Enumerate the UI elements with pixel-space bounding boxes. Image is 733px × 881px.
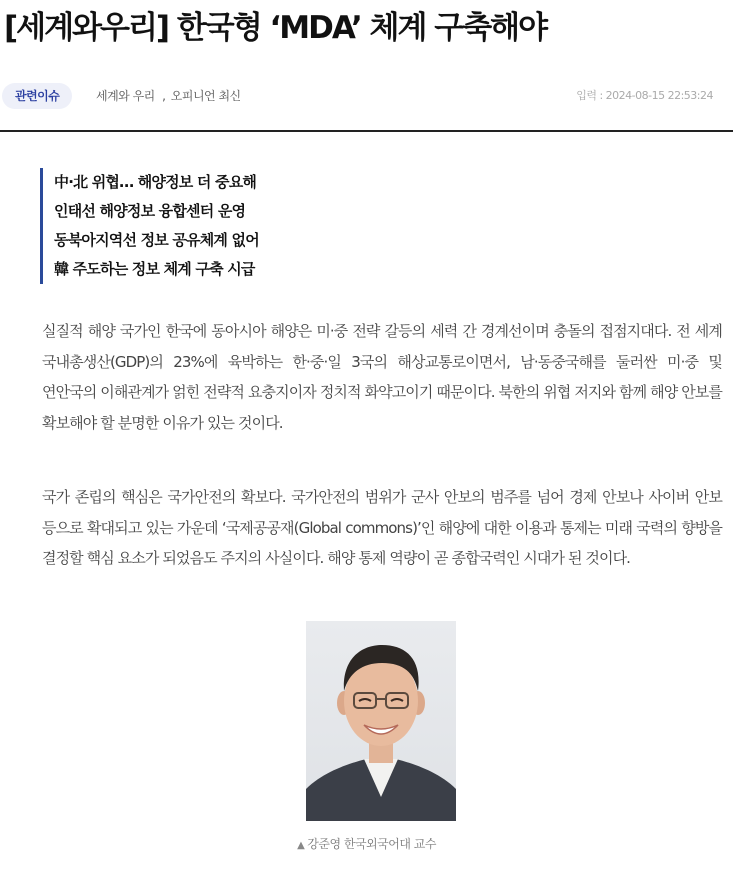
body-paragraph: 국가 존립의 핵심은 국가안전의 확보다. 국가안전의 범위가 군사 안보의 범주를 넘어 경제 안보나 사이버 안보 등으로 확대되고 있는 가운데 ‘국제공공재(Global commons)’인 해양에 대한 이용과 통제는 미래 국력의 향방을 결정할 핵심 요소가 되었음도 주지의 사실이다. 해양 통제 역량이 곧 종합국력인 시대가 된 것이다. — [42, 488, 722, 567]
summary-line: 동북아지역선 정보 공유체계 없어 — [54, 231, 259, 249]
caption-marker-icon: ▲ — [297, 840, 305, 851]
photo-caption — [0, 834, 733, 856]
category-link-world-and-us[interactable]: 세계와 우리 — [96, 89, 155, 103]
summary-line: 인태선 해양정보 융합센터 운영 — [54, 202, 246, 220]
category-link-opinion[interactable]: 오피니언 최신 — [170, 89, 241, 103]
summary-line: 中·北 위협… 해양정보 더 중요해 — [54, 173, 257, 191]
published-timestamp: 입력 : 2024-08-15 22:53:24 — [576, 89, 713, 102]
summary-line: 韓 주도하는 정보 체계 구축 시급 — [54, 260, 255, 278]
header-divider — [0, 130, 733, 132]
category-list — [96, 83, 241, 109]
article-summary — [40, 168, 360, 284]
author-photo — [306, 621, 456, 821]
article-headline: [세계와우리] 한국형 ‘MDA’ 체계 구축해야 — [4, 10, 547, 46]
caption-text: 강준영 한국외국어대 교수 — [307, 837, 436, 851]
category-separator: , — [162, 89, 166, 103]
body-paragraph: 실질적 해양 국가인 한국에 동아시아 해양은 미·중 전략 갈등의 세력 간 경계선이며 충돌의 접점지대다. 전 세계 국내총생산(GDP)의 23%에 육박하는 한·중·일 3국의 해상교통로이면서, 남·동중국해를 둘러싼 미·중 및 연안국의 이해관계가 얽힌 전략적 요충지이자 정치적 화약고이기 때문이다. 북한의 위협 저지와 함께 해양 안보를 확보해야 할 분명한 이유가 있는 것이다. — [42, 322, 722, 432]
article-meta — [0, 83, 733, 109]
related-issue-tag[interactable]: 관련이슈 — [2, 83, 72, 109]
